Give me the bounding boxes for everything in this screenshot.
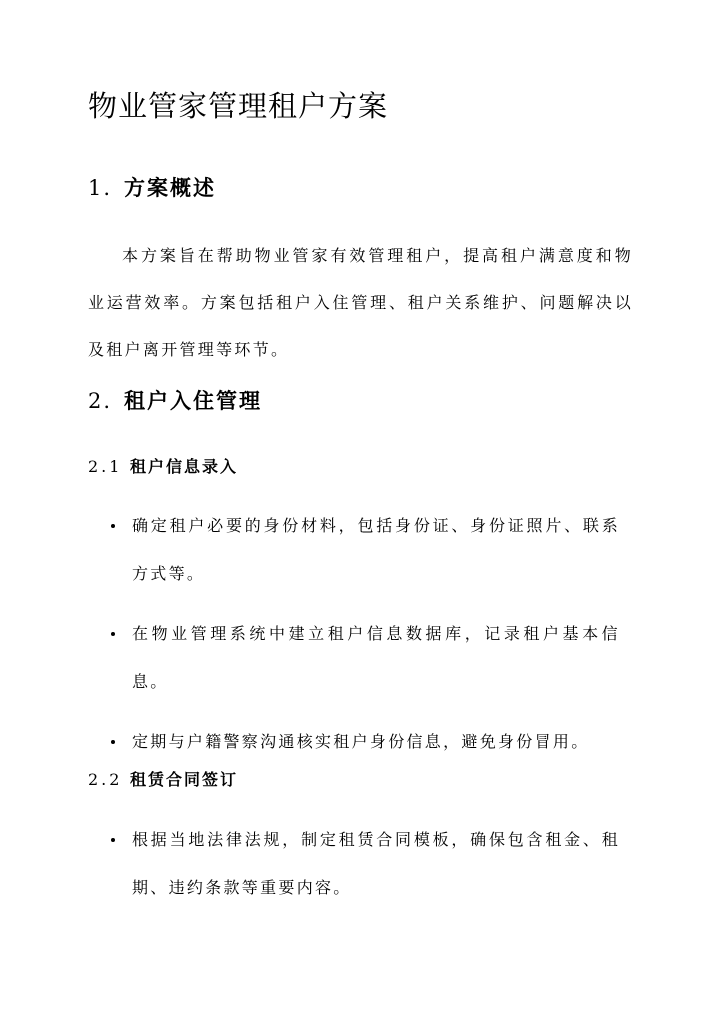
list-item-text: 根据当地法律法规，制定租赁合同模板，确保包含租金、租期、违约条款等重要内容。 bbox=[132, 830, 620, 897]
lease-contract-bullet-list bbox=[100, 816, 620, 912]
subsection-heading-lease-contract bbox=[88, 768, 238, 792]
subsection-title: 租赁合同签订 bbox=[130, 770, 239, 789]
bullet-icon bbox=[111, 740, 115, 744]
list-item-text: 确定租户必要的身份材料，包括身份证、身份证照片、联系方式等。 bbox=[132, 516, 620, 583]
info-entry-bullet-list bbox=[100, 502, 620, 766]
subsection-number: 2.1 bbox=[88, 457, 123, 476]
section-title: 租户入住管理 bbox=[124, 388, 262, 413]
section-title: 方案概述 bbox=[124, 175, 216, 200]
bullet-icon bbox=[111, 838, 115, 842]
bullet-icon bbox=[111, 524, 115, 528]
section-heading-move-in bbox=[88, 386, 262, 416]
list-item-text: 在物业管理系统中建立租户信息数据库，记录租户基本信息。 bbox=[132, 624, 620, 691]
section-number: 2. bbox=[88, 389, 113, 413]
list-item bbox=[100, 610, 620, 706]
list-item bbox=[100, 718, 620, 766]
subsection-heading-info-entry bbox=[88, 455, 238, 479]
section-number: 1. bbox=[88, 176, 113, 200]
list-item-text: 定期与户籍警察沟通核实租户身份信息，避免身份冒用。 bbox=[132, 732, 590, 751]
document-title: 物业管家管理租户方案 bbox=[88, 89, 389, 123]
list-item bbox=[100, 502, 620, 598]
list-item bbox=[100, 816, 620, 912]
subsection-title: 租户信息录入 bbox=[130, 457, 239, 476]
bullet-icon bbox=[111, 632, 115, 636]
section-heading-overview bbox=[88, 173, 216, 203]
overview-paragraph: 本方案旨在帮助物业管家有效管理租户，提高租户满意度和物业运营效率。方案包括租户入住管理、租户关系维护、问题解决以及租户离开管理等环节。 bbox=[88, 246, 633, 359]
subsection-number: 2.2 bbox=[88, 770, 123, 789]
